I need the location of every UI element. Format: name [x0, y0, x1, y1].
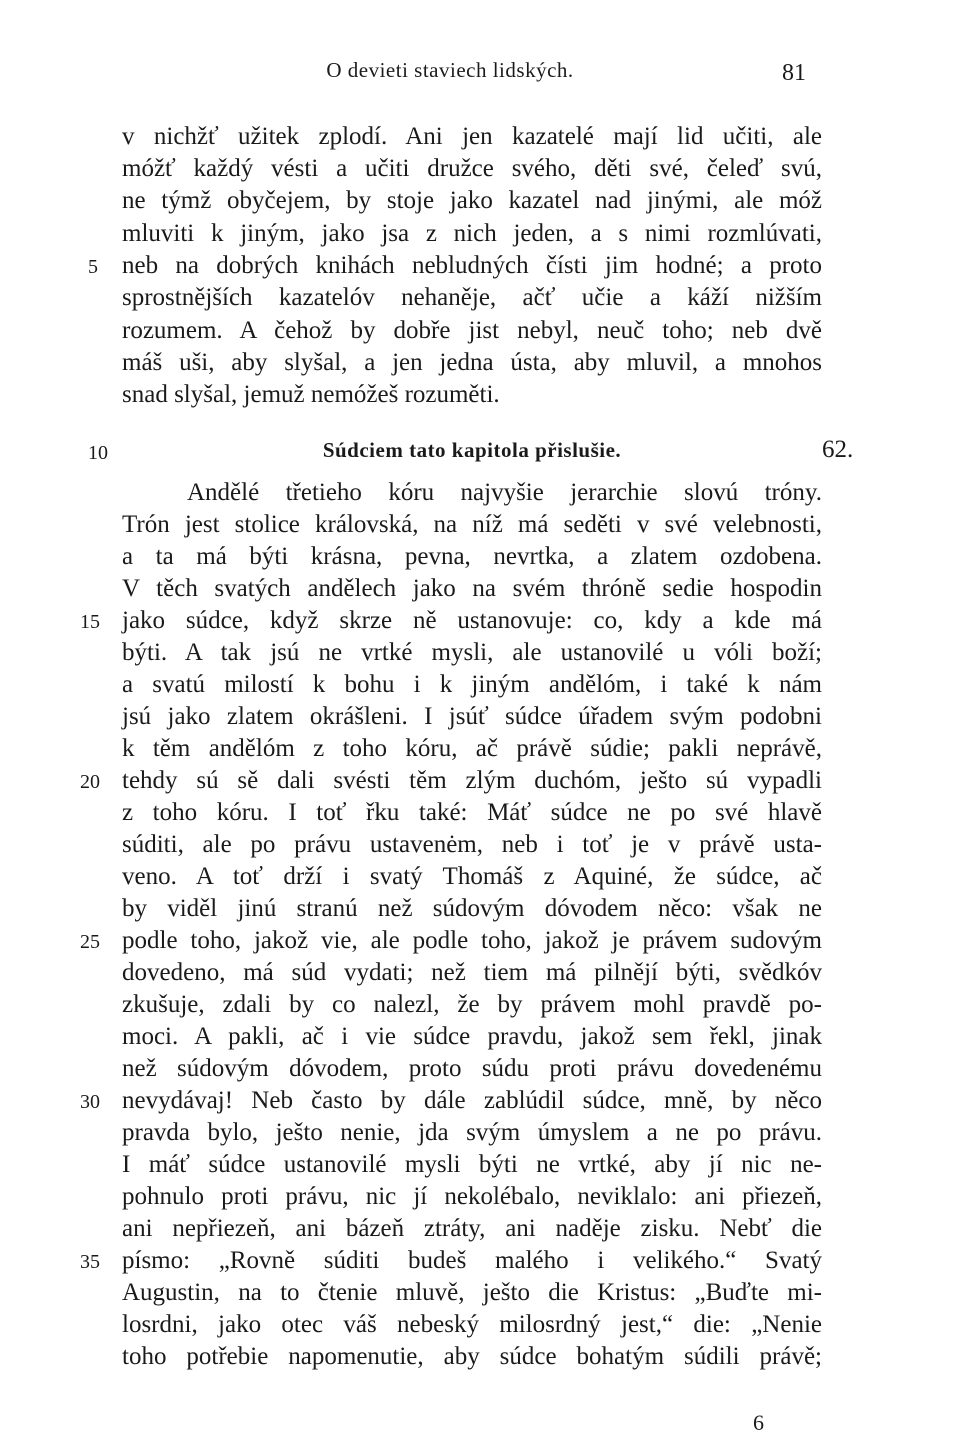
page-number: 81 — [782, 60, 806, 86]
text-line: podle toho, jakož vie, ale podle toho, jakož je právem sudovým — [122, 927, 822, 954]
text-line: sprostnějších kazatelóv nehaněje, ačť učie a káží nižším — [122, 284, 822, 311]
line-number: 35 — [80, 1251, 100, 1273]
text-line: neb na dobrých knihách nebludných čísti jim hodné; a proto — [122, 252, 822, 279]
text-line: a ta má býti krásna, pevna, nevrtka, a zlatem ozdobena. — [122, 543, 822, 570]
section-number: 62. — [822, 436, 854, 463]
text-line: toho potřebie napomenutie, aby súdce bohatým súdili právě; — [122, 1343, 822, 1370]
text-line: ani nepřiezeň, ani bázeň ztráty, ani naděje zisku. Nebť die — [122, 1215, 822, 1242]
section-heading: Súdciem tato kapitola přislušie. — [322, 438, 622, 462]
text-line: nevydávaj! Neb často by dále zablúdil súdce, mně, by něco — [122, 1087, 822, 1114]
text-line: v nichžť užitek zplodí. Ani jen kazatelé mají lid učiti, ale — [122, 123, 822, 150]
text-line: jako súdce, když skrze ně ustanovuje: co, kdy a kde má — [122, 607, 822, 634]
text-line: býti. A tak jsú ne vrtké mysli, ale ustanovilé u vóli boží; — [122, 639, 822, 666]
text-line: moci. A pakli, ač i vie súdce pravdu, jakož sem řekl, jinak — [122, 1023, 822, 1050]
text-line: z toho kóru. I toť řku také: Máť súdce ne po své hlavě — [122, 799, 822, 826]
text-line: jsú jako zlatem okrášleni. I jsúť súdce úřadem svým podobni — [122, 703, 822, 730]
text-line: rozumem. A čehož by dobře jist nebyl, neuč toho; neb dvě — [122, 317, 822, 344]
text-line: dovedeno, má súd vydati; než tiem má pilnějí býti, svědkóv — [122, 959, 822, 986]
text-line: losrdni, jako otec váš nebeský milosrdný jest,“ die: „Nenie — [122, 1311, 822, 1338]
text-line: pohnulo proti právu, nic jí nekolébalo, neviklalo: ani přiezeň, — [122, 1183, 822, 1210]
running-header: O devieti staviech lidských. — [326, 58, 574, 82]
text-line: zkušuje, zdali by co nalezl, že by právem mohl pravdě po- — [122, 991, 822, 1018]
text-line: máš uši, aby slyšal, a jen jedna ústa, aby mluvil, a mnohos — [122, 349, 822, 376]
text-line: veno. A toť drží i svatý Thomáš z Aquiné, že súdce, ač — [122, 863, 822, 890]
text-line: Augustin, na to čtenie mluvě, ješto die Kristus: „Buďte mi- — [122, 1279, 822, 1306]
text-line: k těm andělóm z toho kóru, ač právě súdie; pakli neprávě, — [122, 735, 822, 762]
signature-mark: 6 — [753, 1410, 764, 1435]
text-line: ne týmž obyčejem, by stoje jako kazatel nad jinými, ale móž — [122, 187, 822, 214]
line-number: 15 — [80, 611, 100, 633]
text-line: móžť každý vésti a učiti družce svého, děti své, čeleď svú, — [122, 155, 822, 182]
line-number: 5 — [88, 256, 98, 278]
text-line: pravda bylo, ješto nenie, jda svým úmyslem a ne po právu. — [122, 1119, 822, 1146]
line-number: 25 — [80, 931, 100, 953]
text-line: a svatú milostí k bohu i k jiným andělóm, i také k nám — [122, 671, 822, 698]
text-line: než súdovým dóvodem, proto súdu proti právu dovedenému — [122, 1055, 822, 1082]
text-line: mluviti k jiným, jako jsa z nich jeden, a s nimi rozmlúvati, — [122, 220, 822, 247]
text-line: by viděl jinú stranú než súdovým dóvodem něco: však ne — [122, 895, 822, 922]
text-line: Trón jest stolice královská, na níž má seděti v své velebnosti, — [122, 511, 822, 538]
text-line: Andělé třetieho kóru najvyšie jerarchie slovú tróny. — [187, 479, 822, 506]
line-number: 30 — [80, 1091, 100, 1113]
text-line: snad slyšal, jemuž nemóžeš rozuměti. — [122, 381, 500, 408]
line-number: 10 — [88, 442, 108, 464]
text-line: V těch svatých andělech jako na svém thróně sedie hospodin — [122, 575, 822, 602]
text-line: tehdy sú sě dali svésti těm zlým duchóm, ješto sú vypadli — [122, 767, 822, 794]
line-number: 20 — [80, 771, 100, 793]
text-line: súditi, ale po právu ustavenėm, neb i toť je v právě usta- — [122, 831, 822, 858]
text-line: I máť súdce ustanovilé mysli býti ne vrtké, aby jí nic ne- — [122, 1151, 822, 1178]
text-line: písmo: „Rovně súditi budeš malého i velikého.“ Svatý — [122, 1247, 822, 1274]
